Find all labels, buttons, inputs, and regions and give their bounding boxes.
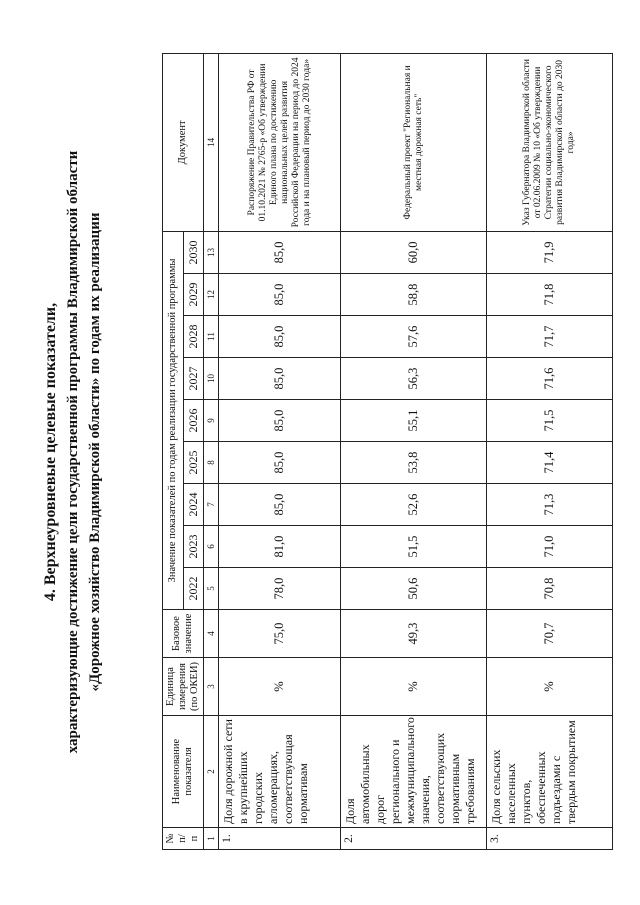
value-2023: 71,0: [487, 526, 613, 568]
value-2027: 56,3: [341, 358, 487, 400]
value-2024: 85,0: [219, 484, 341, 526]
value-2026: 85,0: [219, 400, 341, 442]
row-number: 1.: [219, 828, 341, 850]
title-line-1: 4. Верхнеуровневые целевые показатели,: [42, 302, 59, 602]
base-value: 75,0: [219, 610, 341, 658]
year-2025: 2025: [183, 442, 204, 484]
value-2022: 70,8: [487, 568, 613, 610]
index-cell: 10: [204, 358, 219, 400]
value-2026: 55,1: [341, 400, 487, 442]
index-cell: 3: [204, 658, 219, 716]
header-base: Базовое значение: [163, 610, 204, 658]
value-2026: 71,5: [487, 400, 613, 442]
value-2028: 85,0: [219, 316, 341, 358]
value-2022: 50,6: [341, 568, 487, 610]
title-block: [40, 32, 106, 872]
index-cell: 7: [204, 484, 219, 526]
indicator-unit: %: [487, 658, 613, 716]
value-2030: 85,0: [219, 231, 341, 273]
value-2028: 57,6: [341, 316, 487, 358]
index-cell: 8: [204, 442, 219, 484]
indicator-name: Доля автомобильных дорог регионального и межмуниципального значения, соответствующих нормативным требованиям: [341, 716, 487, 828]
indicator-name: Доля сельских населенных пунктов, обеспеченных подъездами с твердым покрытием: [487, 716, 613, 828]
value-2029: 85,0: [219, 274, 341, 316]
value-2023: 51,5: [341, 526, 487, 568]
year-2028: 2028: [183, 316, 204, 358]
header-unit: Единица измерения (по ОКЕИ): [163, 658, 204, 716]
row-number: 2.: [341, 828, 487, 850]
value-2027: 85,0: [219, 358, 341, 400]
indicator-unit: %: [219, 658, 341, 716]
value-2029: 58,8: [341, 274, 487, 316]
header-name: Наименование показателя: [163, 716, 204, 828]
value-2029: 71,8: [487, 274, 613, 316]
source-document: Федеральный проект "Региональная и местная дорожная сеть": [341, 53, 487, 231]
table-row: [487, 53, 613, 849]
year-2029: 2029: [183, 274, 204, 316]
source-document: Указ Губернатора Владимирской области от 02.06.2009 № 10 «Об утверждении Стратегии социально-экономического развития Владимирской области до 2030 года»: [487, 53, 613, 231]
index-cell: 9: [204, 400, 219, 442]
rotated-page: [40, 32, 600, 872]
year-2027: 2027: [183, 358, 204, 400]
table-row: [341, 53, 487, 849]
year-2023: 2023: [183, 526, 204, 568]
index-cell: 13: [204, 231, 219, 273]
index-cell: 12: [204, 274, 219, 316]
header-doc: Документ: [163, 53, 204, 231]
table-row: [219, 53, 341, 849]
header-years-group: Значение показателей по годам реализации государственной программы: [163, 231, 184, 609]
value-2025: 53,8: [341, 442, 487, 484]
value-2023: 81,0: [219, 526, 341, 568]
index-cell: 5: [204, 568, 219, 610]
value-2028: 71,7: [487, 316, 613, 358]
index-cell: 1: [204, 828, 219, 850]
index-cell: 4: [204, 610, 219, 658]
indicators-table: [162, 53, 613, 850]
value-2027: 71,6: [487, 358, 613, 400]
value-2024: 71,3: [487, 484, 613, 526]
title-line-3: «Дорожное хозяйство Владимирской области» по годам их реализации: [87, 212, 103, 692]
row-number: 3.: [487, 828, 613, 850]
indicator-unit: %: [341, 658, 487, 716]
index-cell: 14: [204, 53, 219, 231]
index-cell: 2: [204, 716, 219, 828]
value-2025: 71,4: [487, 442, 613, 484]
indicator-name: Доля дорожной сети в крупнейших городских агломерациях, соответствующая нормативам: [219, 716, 341, 828]
year-2022: 2022: [183, 568, 204, 610]
value-2025: 85,0: [219, 442, 341, 484]
index-row: [204, 53, 219, 849]
value-2030: 71,9: [487, 231, 613, 273]
base-value: 70,7: [487, 610, 613, 658]
header-row-1: [163, 53, 184, 849]
title-line-2: характеризующие достижение цели государственной программы Владимирской области: [65, 150, 81, 754]
year-2030: 2030: [183, 231, 204, 273]
year-2024: 2024: [183, 484, 204, 526]
header-no: № п/ п: [163, 828, 204, 850]
value-2030: 60,0: [341, 231, 487, 273]
index-cell: 6: [204, 526, 219, 568]
value-2022: 78,0: [219, 568, 341, 610]
source-document: Распоряжение Правительства РФ от 01.10.2021 № 2765-р «Об утверждении Единого плана по достижению национальных целей развития Российской Федерации на период до 2024 года и на плановый период до 2030 года»: [219, 53, 341, 231]
base-value: 49,3: [341, 610, 487, 658]
value-2024: 52,6: [341, 484, 487, 526]
year-2026: 2026: [183, 400, 204, 442]
index-cell: 11: [204, 316, 219, 358]
